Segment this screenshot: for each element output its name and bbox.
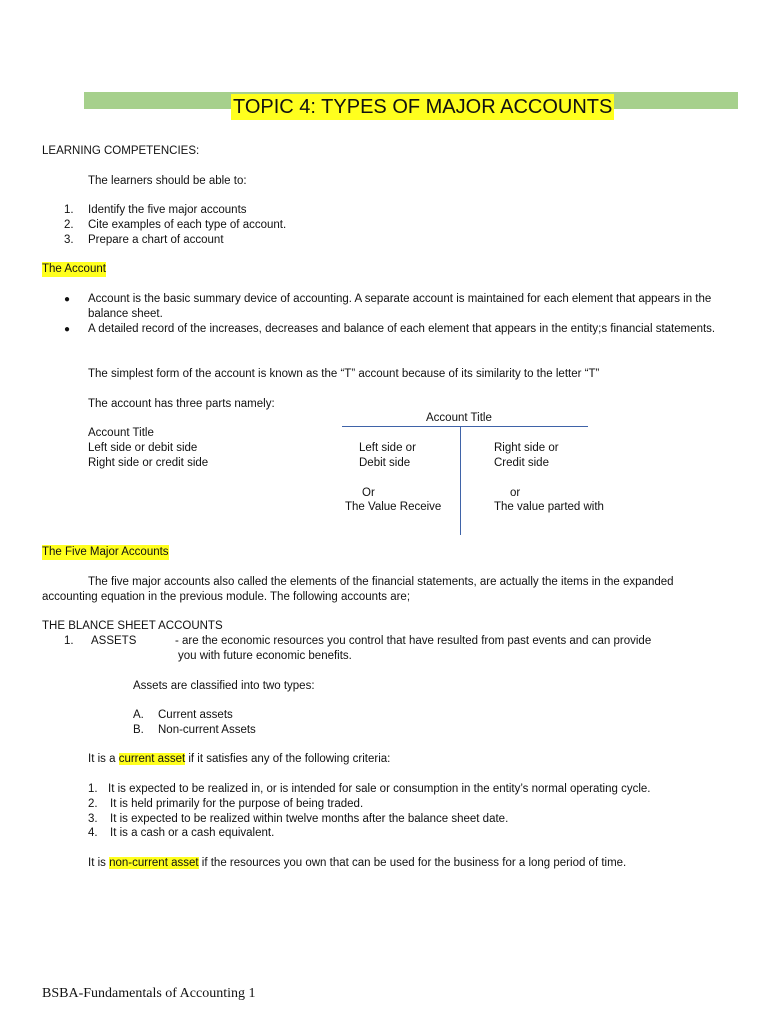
noncurrent-asset-highlight: non-current asset bbox=[109, 857, 199, 869]
t-right-or: or bbox=[510, 487, 521, 499]
t-right-side-label: Credit side bbox=[494, 457, 549, 469]
criteria-text: It is held primarily for the purpose of being traded. bbox=[110, 798, 364, 810]
criteria-number: 4. bbox=[88, 827, 98, 839]
bullet-icon: ● bbox=[64, 324, 71, 335]
objective-text: Prepare a chart of account bbox=[88, 234, 224, 246]
assets-types-intro: Assets are classified into two types: bbox=[133, 680, 315, 692]
part-item: Account Title bbox=[88, 427, 154, 439]
objective-number: 2. bbox=[64, 219, 74, 231]
balance-sheet-heading: THE BLANCE SHEET ACCOUNTS bbox=[42, 620, 223, 632]
objective-text: Identify the five major accounts bbox=[88, 204, 247, 216]
asset-type-letter: B. bbox=[133, 724, 144, 736]
current-asset-highlight: current asset bbox=[118, 753, 186, 765]
objective-text: Cite examples of each type of account. bbox=[88, 219, 287, 231]
learners-intro: The learners should be able to: bbox=[88, 175, 247, 187]
part-item: Left side or debit side bbox=[88, 442, 198, 454]
asset-type-text: Non-current Assets bbox=[158, 724, 256, 736]
t-account-vertical-line bbox=[460, 427, 461, 535]
criteria-text: It is expected to be realized in, or is intended for sale or consumption in the entity’s normal operating cycle. bbox=[108, 783, 651, 795]
objective-number: 1. bbox=[64, 204, 74, 216]
noncurrent-sentence: It is non-current asset if the resources you own that can be used for the business for a long period of time. bbox=[88, 857, 627, 869]
account-bullet: Account is the basic summary device of accounting. A separate account is maintained for each element that appears in the balance sheet. bbox=[88, 293, 712, 320]
page-title: TOPIC 4: TYPES OF MAJOR ACCOUNTS bbox=[233, 96, 613, 118]
t-right-side-label: Right side or bbox=[494, 442, 559, 454]
objective-number: 3. bbox=[64, 234, 74, 246]
asset-type-letter: A. bbox=[133, 709, 144, 721]
criteria-text: It is a cash or a cash equivalent. bbox=[110, 827, 275, 839]
criteria-number: 2. bbox=[88, 798, 98, 810]
five-major-heading: The Five Major Accounts bbox=[42, 546, 169, 558]
simplest-form-text: The simplest form of the account is known as the “T” account because of its similarity to the letter “T” bbox=[88, 368, 600, 380]
account-bullet: A detailed record of the increases, decreases and balance of each element that appears in the entity;s financial statements. bbox=[88, 323, 716, 335]
current-asset-sentence: It is a current asset if it satisfies any of the following criteria: bbox=[88, 753, 391, 765]
assets-label: ASSETS bbox=[91, 635, 137, 647]
assets-definition: you with future economic benefits. bbox=[178, 650, 352, 662]
three-parts-intro: The account has three parts namely: bbox=[88, 398, 275, 410]
learning-competencies-heading: LEARNING COMPETENCIES: bbox=[42, 145, 200, 157]
criteria-number: 1. bbox=[88, 783, 98, 795]
t-left-or: Or bbox=[362, 487, 375, 499]
bullet-icon: ● bbox=[64, 294, 71, 305]
five-major-paragraph: The five major accounts also called the elements of the financial statements, are actually the items in the expanded accounting equation in the previous module. The following accounts are; bbox=[42, 576, 674, 603]
assets-number: 1. bbox=[64, 635, 74, 647]
t-right-value: The value parted with bbox=[494, 501, 604, 513]
t-account-title: Account Title bbox=[426, 412, 492, 424]
t-left-value: The Value Receive bbox=[345, 501, 442, 513]
criteria-text: It is expected to be realized within twelve months after the balance sheet date. bbox=[110, 813, 509, 825]
t-account-horizontal-line bbox=[342, 426, 588, 427]
account-heading: The Account bbox=[42, 263, 106, 275]
page-footer: BSBA-Fundamentals of Accounting 1 bbox=[42, 986, 256, 1001]
t-left-side-label: Debit side bbox=[359, 457, 411, 469]
criteria-number: 3. bbox=[88, 813, 98, 825]
assets-definition: - are the economic resources you control that have resulted from past events and can provide bbox=[175, 635, 652, 647]
t-left-side-label: Left side or bbox=[359, 442, 416, 454]
part-item: Right side or credit side bbox=[88, 457, 209, 469]
asset-type-text: Current assets bbox=[158, 709, 233, 721]
